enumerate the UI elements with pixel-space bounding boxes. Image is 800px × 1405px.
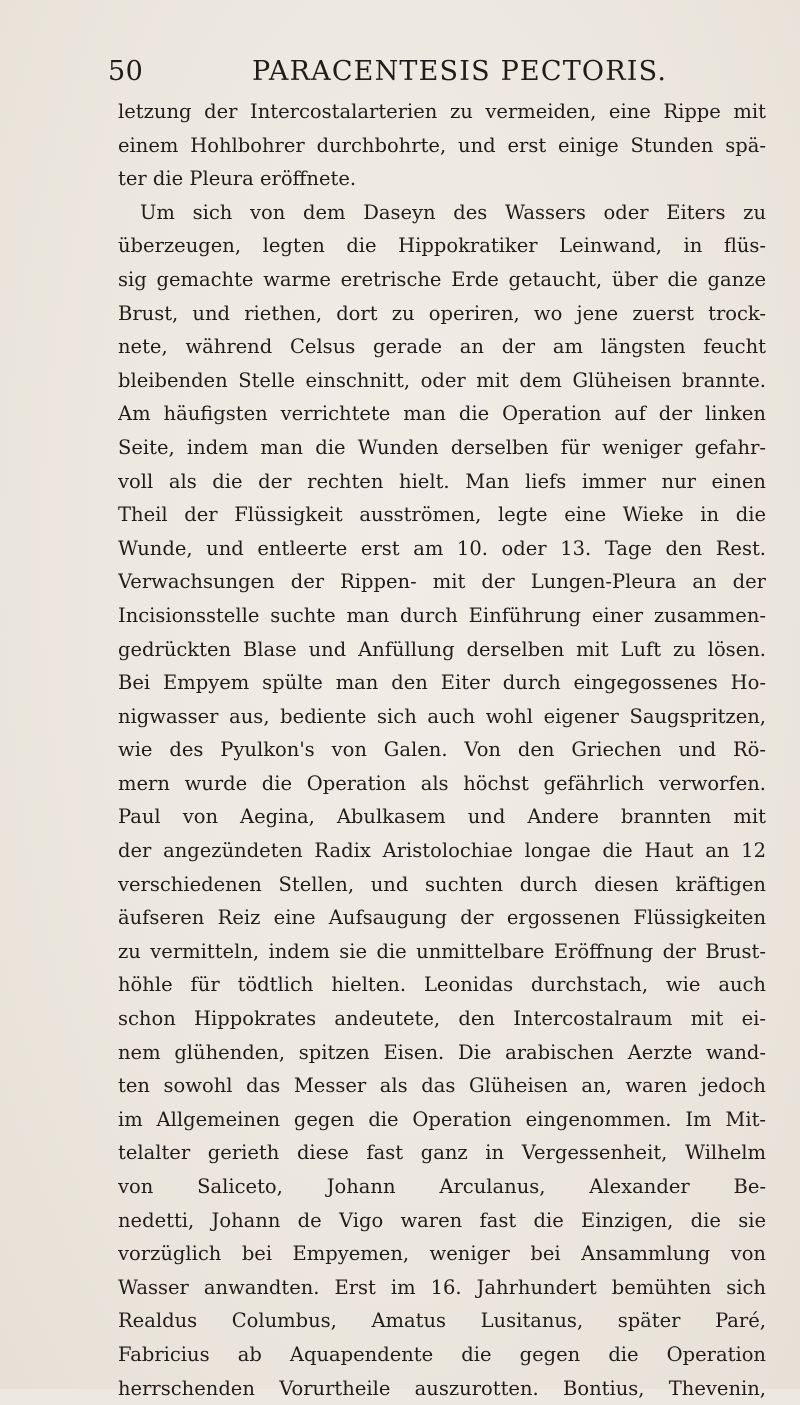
page-header bbox=[100, 52, 780, 92]
text-line: Fabricius ab Aquapendente die gegen die Operation bbox=[118, 1342, 766, 1366]
text-line: schon Hippokrates andeutete, den Intercostalraum mit ei- bbox=[118, 1007, 766, 1031]
text-line: Wasser anwandten. Erst im 16. Jahrhundert bemühten sich bbox=[118, 1275, 766, 1299]
running-head: PARACENTESIS PECTORIS. bbox=[252, 56, 668, 87]
text-line: herrschenden Vorurtheile auszurotten. Bontius, Thevenin, bbox=[118, 1376, 766, 1400]
text-line: einem Hohlbohrer durchbohrte, und erst einige Stunden spä- bbox=[118, 133, 766, 157]
text-line: Am häufigsten verrichtete man die Operation auf der linken bbox=[118, 402, 766, 426]
text-line: zu vermitteln, indem sie die unmittelbare Eröffnung der Brust- bbox=[118, 939, 766, 963]
text-line: bleibenden Stelle einschnitt, oder mit dem Glüheisen brannte. bbox=[118, 368, 766, 392]
text-line: nete, während Celsus gerade an der am längsten feucht bbox=[118, 335, 766, 359]
text-line: wie des Pyulkon's von Galen. Von den Griechen und Rö- bbox=[118, 738, 766, 762]
text-line: mern wurde die Operation als höchst gefährlich verworfen. bbox=[118, 771, 766, 795]
text-line: Verwachsungen der Rippen- mit der Lungen-Pleura an der bbox=[118, 570, 766, 594]
text-line: Seite, indem man die Wunden derselben für weniger gefahr- bbox=[118, 435, 766, 459]
body-text bbox=[118, 95, 766, 1405]
text-line: Wunde, und entleerte erst am 10. oder 13. Tage den Rest. bbox=[118, 536, 766, 560]
text-line: Realdus Columbus, Amatus Lusitanus, später Paré, bbox=[118, 1309, 766, 1333]
text-line: Bei Empyem spülte man den Eiter durch eingegossenes Ho- bbox=[118, 671, 766, 695]
text-line: Um sich von dem Daseyn des Wassers oder Eiters zu bbox=[140, 200, 766, 224]
text-line: der angezündeten Radix Aristolochiae longae die Haut an 12 bbox=[118, 839, 766, 863]
text-line: äufseren Reiz eine Aufsaugung der ergossenen Flüssigkeiten bbox=[118, 906, 766, 930]
text-line: höhle für tödtlich hielten. Leonidas durchstach, wie auch bbox=[118, 973, 766, 997]
text-line: im Allgemeinen gegen die Operation eingenommen. Im Mit- bbox=[118, 1107, 766, 1131]
text-line: vorzüglich bei Empyemen, weniger bei Ansammlung von bbox=[118, 1242, 766, 1266]
page-number: 50 bbox=[108, 56, 144, 87]
text-line: voll als die der rechten hielt. Man liefs immer nur einen bbox=[118, 469, 766, 493]
text-line: verschiedenen Stellen, und suchten durch diesen kräftigen bbox=[118, 872, 766, 896]
text-line: letzung der Intercostalarterien zu vermeiden, eine Rippe mit bbox=[118, 100, 766, 123]
text-line: sig gemachte warme eretrische Erde getaucht, über die ganze bbox=[118, 267, 766, 291]
text-line: Incisionsstelle suchte man durch Einführung einer zusammen- bbox=[118, 603, 766, 627]
text-line: nigwasser aus, bediente sich auch wohl eigener Saugspritzen, bbox=[118, 704, 766, 728]
text-line: telalter gerieth diese fast ganz in Vergessenheit, Wilhelm bbox=[118, 1141, 766, 1165]
text-line: von Saliceto, Johann Arculanus, Alexander Be- bbox=[118, 1175, 766, 1198]
text-line: gedrückten Blase und Anfüllung derselben mit Luft zu lösen. bbox=[118, 637, 766, 661]
text-line: überzeugen, legten die Hippokratiker Leinwand, in flüs- bbox=[118, 234, 766, 258]
text-line: ter die Pleura eröffnete. bbox=[118, 167, 357, 191]
text-line: Paul von Aegina, Abulkasem und Andere brannten mit bbox=[118, 805, 766, 829]
text-line: ten sowohl das Messer als das Glüheisen an, waren jedoch bbox=[118, 1074, 766, 1098]
text-line: nem glühenden, spitzen Eisen. Die arabischen Aerzte wand- bbox=[118, 1040, 766, 1064]
text-line: Brust, und riethen, dort zu operiren, wo jene zuerst trock- bbox=[118, 301, 766, 325]
text-line: nedetti, Johann de Vigo waren fast die Einzigen, die sie bbox=[118, 1208, 766, 1232]
text-line: Theil der Flüssigkeit ausströmen, legte eine Wieke in die bbox=[118, 503, 766, 527]
